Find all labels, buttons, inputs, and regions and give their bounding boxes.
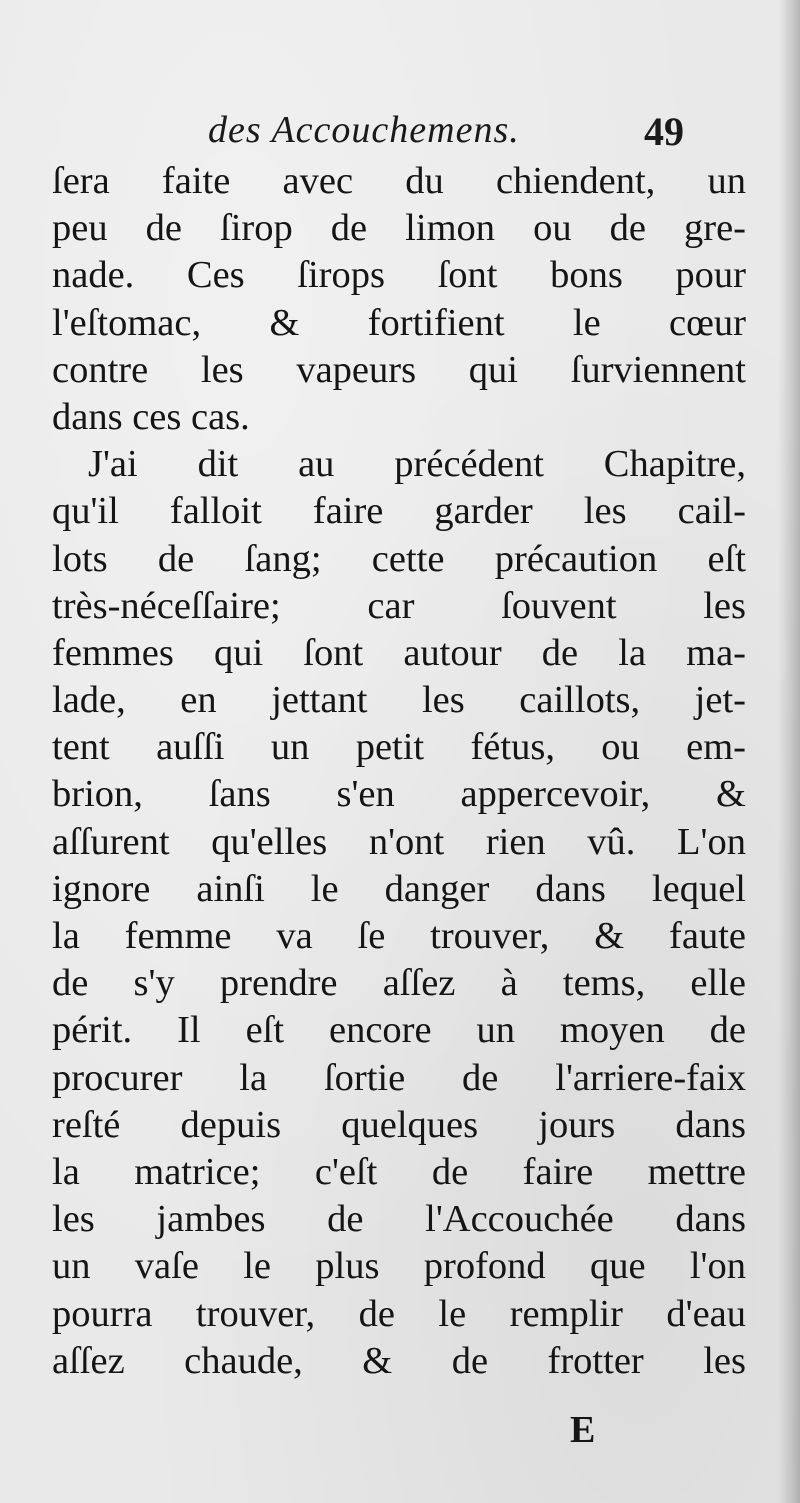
text-line: brion, ſans s'en appercevoir, & bbox=[52, 773, 746, 816]
text-line: très-néceſſaire; car ſouvent les bbox=[52, 584, 746, 627]
text-line: périt. Il eſt encore un moyen de bbox=[52, 1009, 746, 1052]
text-line: tent auſſi un petit fétus, ou em- bbox=[52, 726, 746, 769]
text-line: contre les vapeurs qui ſurviennent bbox=[52, 348, 746, 391]
text-line: les jambes de l'Accouchée dans bbox=[52, 1198, 746, 1241]
text-line: nade. Ces ſirops ſont bons pour bbox=[52, 254, 746, 297]
text-line: pourra trouver, de le remplir d'eau bbox=[52, 1292, 746, 1335]
text-line: femmes qui ſont autour de la ma- bbox=[52, 631, 746, 674]
page-number: 49 bbox=[644, 109, 684, 154]
text-line: ſera faite avec du chiendent, un bbox=[52, 160, 746, 202]
body-text bbox=[52, 158, 746, 1385]
text-line: reſté depuis quelques jours dans bbox=[52, 1103, 746, 1146]
page-edge-shadow bbox=[778, 0, 800, 1503]
text-line: dans ces cas. bbox=[52, 395, 250, 438]
signature-mark: E bbox=[570, 1409, 596, 1451]
text-line: la femme va ſe trouver, & faute bbox=[52, 915, 746, 957]
text-line: la matrice; c'eſt de faire mettre bbox=[52, 1150, 746, 1193]
text-line: l'eſtomac, & fortifient le cœur bbox=[52, 301, 746, 344]
text-line: ignore ainſi le danger dans lequel bbox=[52, 867, 746, 910]
text-line: lade, en jettant les caillots, jet- bbox=[52, 679, 746, 722]
page-header bbox=[0, 108, 800, 158]
text-line: lots de ſang; cette précaution eſt bbox=[52, 537, 746, 580]
text-line: J'ai dit au précédent Chapitre, bbox=[88, 443, 746, 486]
running-title: des Accouchemens. bbox=[208, 109, 520, 151]
text-line: qu'il falloit faire garder les cail- bbox=[52, 490, 746, 533]
text-line: procurer la ſortie de l'arriere-faix bbox=[52, 1056, 746, 1099]
text-line: peu de ſirop de limon ou de gre- bbox=[52, 207, 746, 250]
text-line: un vaſe le plus profond que l'on bbox=[52, 1245, 746, 1288]
text-line: aſſez chaude, & de frotter les bbox=[52, 1339, 746, 1382]
text-line: de s'y prendre aſſez à tems, elle bbox=[52, 962, 746, 1005]
text-line: aſſurent qu'elles n'ont rien vû. L'on bbox=[52, 820, 746, 863]
